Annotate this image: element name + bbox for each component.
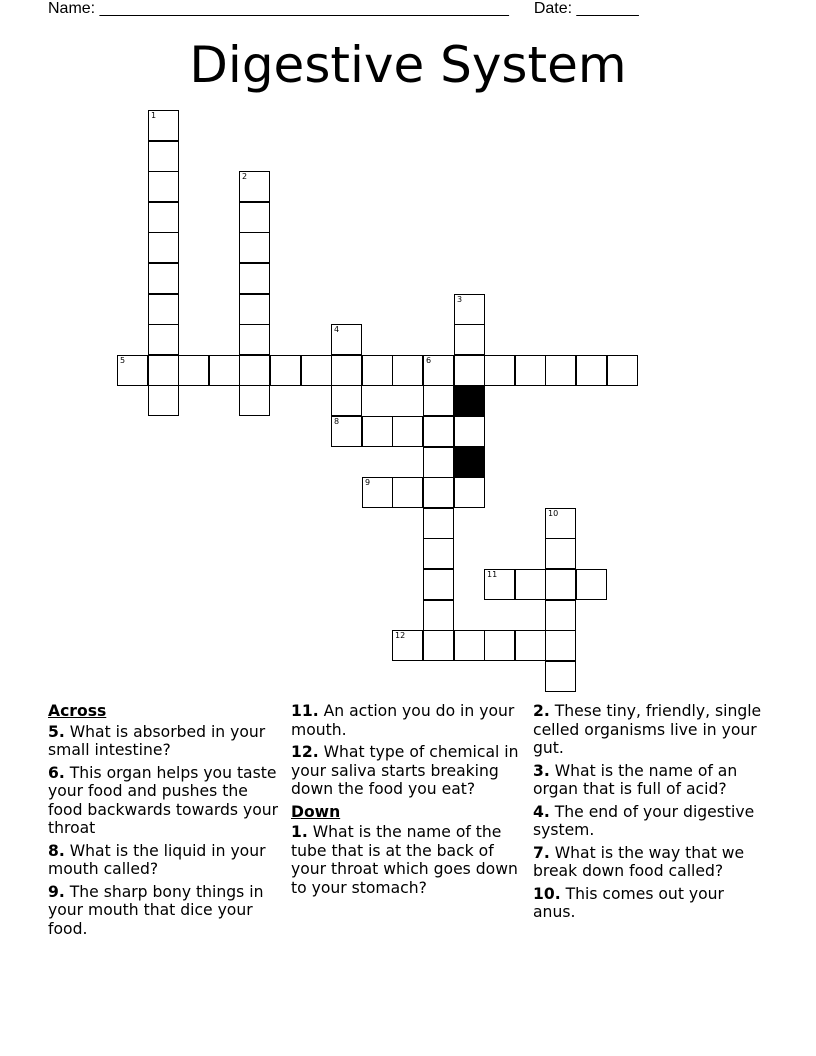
grid-cell[interactable]: [331, 355, 362, 386]
grid-cell[interactable]: [148, 324, 179, 355]
clue-column-2: [291, 702, 527, 901]
grid-block: [454, 447, 485, 478]
grid-cell[interactable]: [148, 355, 179, 386]
clue-number: 5: [120, 356, 126, 365]
grid-cell[interactable]: [454, 630, 485, 661]
name-label: Name:: [48, 0, 96, 17]
grid-cell[interactable]: [362, 416, 393, 447]
grid-cell[interactable]: [392, 630, 423, 661]
grid-cell[interactable]: [484, 630, 515, 661]
grid-cell[interactable]: [392, 355, 423, 386]
clue-number: 1: [151, 111, 157, 120]
page-title: Digestive System: [189, 36, 627, 94]
grid-cell[interactable]: [392, 477, 423, 508]
grid-cell[interactable]: [178, 355, 209, 386]
grid-cell[interactable]: [148, 294, 179, 325]
grid-cell[interactable]: [423, 508, 454, 539]
grid-cell[interactable]: [423, 447, 454, 478]
grid-cell[interactable]: [301, 355, 332, 386]
clue-across-8: 8. What is the liquid in your mouth called?: [48, 841, 266, 878]
grid-cell[interactable]: [545, 569, 576, 600]
clue-across-9: 9. The sharp bony things in your mouth that dice your food.: [48, 882, 264, 938]
grid-cell[interactable]: [423, 538, 454, 569]
grid-cell[interactable]: [331, 416, 362, 447]
grid-cell[interactable]: [239, 263, 270, 294]
grid-cell[interactable]: [148, 263, 179, 294]
clue-number: 3: [457, 295, 463, 304]
grid-cell[interactable]: [117, 355, 148, 386]
grid-cell[interactable]: [454, 477, 485, 508]
grid-cell[interactable]: [392, 416, 423, 447]
clue-column-1: [48, 702, 284, 942]
grid-cell[interactable]: [484, 355, 515, 386]
grid-cell[interactable]: [148, 110, 179, 141]
grid-cell[interactable]: [362, 477, 393, 508]
grid-cell[interactable]: [209, 355, 240, 386]
grid-cell[interactable]: [545, 355, 576, 386]
grid-cell[interactable]: [545, 538, 576, 569]
clue-number: 12: [395, 631, 406, 640]
clue-across-5: 5. What is absorbed in your small intestine?: [48, 722, 266, 759]
grid-cell[interactable]: [454, 355, 485, 386]
grid-cell[interactable]: [454, 294, 485, 325]
across-heading: Across: [48, 702, 107, 720]
grid-cell[interactable]: [423, 355, 454, 386]
grid-cell[interactable]: [270, 355, 301, 386]
clue-down-1: 1. What is the name of the tube that is at the back of your throat which goes down to your stomach?: [291, 823, 518, 897]
grid-cell[interactable]: [331, 324, 362, 355]
grid-cell[interactable]: [423, 600, 454, 631]
grid-cell[interactable]: [576, 569, 607, 600]
clue-number: 6: [426, 356, 432, 365]
clue-down-2: 2. These tiny, friendly, single celled organisms live in your gut.: [533, 702, 762, 757]
clue-number: 10: [548, 509, 559, 518]
grid-block: [454, 385, 485, 416]
clue-column-3: [533, 702, 769, 926]
clue-number: 4: [334, 325, 340, 334]
grid-cell[interactable]: [239, 294, 270, 325]
grid-cell[interactable]: [576, 355, 607, 386]
grid-cell[interactable]: [148, 232, 179, 263]
grid-cell[interactable]: [484, 569, 515, 600]
clue-down-3: 3. What is the name of an organ that is full of acid?: [533, 761, 738, 798]
grid-cell[interactable]: [423, 569, 454, 600]
grid-cell[interactable]: [515, 355, 546, 386]
grid-cell[interactable]: [454, 416, 485, 447]
clue-down-10: 10. This comes out your anus.: [533, 884, 724, 921]
grid-cell[interactable]: [239, 385, 270, 416]
grid-cell[interactable]: [515, 630, 546, 661]
grid-cell[interactable]: [239, 324, 270, 355]
grid-cell[interactable]: [239, 171, 270, 202]
grid-cell[interactable]: [607, 355, 638, 386]
date-label: Date:: [533, 0, 573, 17]
grid-cell[interactable]: [148, 202, 179, 233]
grid-cell[interactable]: [423, 416, 454, 447]
grid-cell[interactable]: [239, 232, 270, 263]
down-heading: Down: [291, 802, 341, 821]
clue-across-6: 6. This organ helps you taste your food and pushes the food backwards towards your throat: [48, 763, 279, 837]
grid-cell[interactable]: [545, 630, 576, 661]
clue-number: 2: [242, 172, 248, 181]
name-field[interactable]: ______________________________________________: [99, 0, 509, 17]
date-field[interactable]: _______: [576, 0, 639, 17]
clue-down-7: 7. What is the way that we break down food called?: [533, 843, 745, 880]
grid-cell[interactable]: [545, 661, 576, 692]
grid-cell[interactable]: [148, 171, 179, 202]
clue-number: 11: [487, 570, 498, 579]
grid-cell[interactable]: [239, 355, 270, 386]
grid-cell[interactable]: [423, 477, 454, 508]
grid-cell[interactable]: [148, 141, 179, 172]
clue-number: 8: [334, 417, 340, 426]
grid-cell[interactable]: [362, 355, 393, 386]
clue-across-12: 12. What type of chemical in your saliva starts breaking down the food you eat?: [291, 743, 519, 798]
grid-cell[interactable]: [423, 630, 454, 661]
grid-cell[interactable]: [423, 385, 454, 416]
clue-down-4: 4. The end of your digestive system.: [533, 802, 755, 839]
grid-cell[interactable]: [545, 600, 576, 631]
grid-cell[interactable]: [454, 324, 485, 355]
grid-cell[interactable]: [239, 202, 270, 233]
clue-number: 9: [365, 478, 371, 487]
grid-cell[interactable]: [545, 508, 576, 539]
clue-across-11: 11. An action you do in your mouth.: [291, 702, 515, 739]
grid-cell[interactable]: [148, 385, 179, 416]
grid-cell[interactable]: [515, 569, 546, 600]
grid-cell[interactable]: [331, 385, 362, 416]
